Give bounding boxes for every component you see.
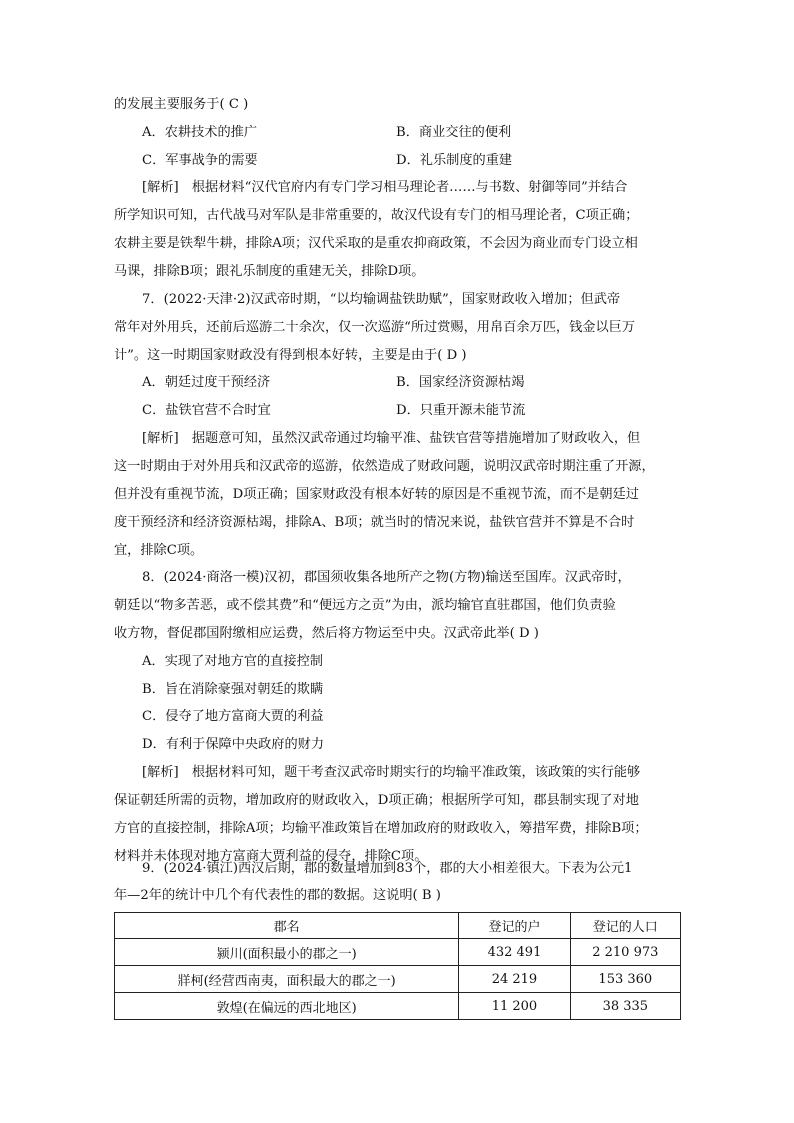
- q8-option-a: A．实现了对地方官的直接控制: [142, 654, 323, 669]
- table-header-cell: 郡名: [115, 913, 459, 939]
- table-header-cell: 登记的人口: [570, 913, 680, 939]
- table-cell: 153 360: [570, 966, 680, 993]
- statistics-table: [114, 912, 681, 1020]
- q6-option-a: A．农耕技术的推广: [142, 125, 258, 140]
- q8-option-d: D．有利于保障中央政府的财力: [142, 737, 325, 752]
- q7-stem-line: 常年对外用兵，还前后巡游二十余次，仅一次巡游“所过赏赐，用帛百余万匹，钱金以巨万: [114, 320, 636, 335]
- table-cell: 敦煌(在偏远的西北地区): [115, 993, 459, 1020]
- q6-analysis-line: 马课，排除B项；跟礼乐制度的重建无关，排除D项。: [114, 264, 425, 279]
- q7-analysis-line: 宜，排除C项。: [114, 543, 204, 558]
- q6-stem-tail: 的发展主要服务于( C ): [114, 97, 249, 112]
- q7-option-a: A．朝廷过度干预经济: [142, 375, 271, 390]
- q7-option-d: D．只重开源未能节流: [396, 403, 526, 418]
- q7-analysis-line: 度干预经济和经济资源枯竭，排除A、B项；就当时的情况来说，盐铁官营并不算是不合时: [114, 515, 635, 530]
- q7-option-c: C．盐铁官营不合时宜: [142, 403, 271, 418]
- q6-analysis-line: [解析] 根据材料“汉代官府内有专门学习相马理论者……与书数、射御等同”并结合: [142, 180, 628, 195]
- q6-analysis-line: 农耕主要是铁犁牛耕，排除A项；汉代采取的是重农抑商政策，不会因为商业而专门设立相: [114, 236, 638, 251]
- q7-stem-line: 计”。这一时期国家财政没有得到根本好转，主要是由于( D ): [114, 348, 467, 363]
- q7-analysis-line: 但并没有重视节流，D项正确；国家财政没有根本好转的原因是不重视节流，而不是朝廷过: [114, 487, 639, 502]
- q6-analysis-line: 所学知识可知，古代战马对军队是非常重要的，故汉代设有专门的相马理论者，C项正确；: [114, 208, 639, 223]
- q7-analysis-line: 这一时期由于对外用兵和汉武帝的巡游，依然造成了财政问题，说明汉武帝时期注重了开源，: [114, 459, 655, 474]
- q9-stem-line: 9．(2024·镇江)西汉后期，郡的数量增加到83个，郡的大小相差很大。下表为公元1: [142, 861, 633, 876]
- q6-option-c: C．军事战争的需要: [142, 153, 258, 168]
- q8-analysis-line: [解析] 根据材料可知，题干考查汉武帝时期实行的均输平准政策，该政策的实行能够: [142, 765, 641, 780]
- q7-stem-line: 7．(2022·天津·2)汉武帝时期，“以均输调盐铁助赋”，国家财政收入增加；但武帝: [142, 292, 621, 307]
- q8-analysis-line: 方官的直接控制，排除A项；均输平准政策旨在增加政府的财政收入，筹措军费，排除B项；: [114, 821, 648, 836]
- q7-analysis-line: [解析] 据题意可知，虽然汉武帝通过均输平准、盐铁官营等措施增加了财政收入，但: [142, 431, 641, 446]
- table-cell: 24 219: [459, 966, 570, 993]
- q8-stem-line: 8．(2024·商洛一模)汉初，郡国须收集各地所产之物(方物)输送至国库。汉武帝时，: [142, 570, 631, 585]
- table-header-cell: 登记的户: [459, 913, 570, 939]
- q8-option-c: C．侵夺了地方富商大贾的利益: [142, 709, 324, 724]
- q6-option-d: D．礼乐制度的重建: [396, 153, 513, 168]
- q6-option-b: B．商业交往的便利: [396, 125, 512, 140]
- q8-stem-line: 朝廷以“物多苦恶，或不偿其费”和“便远方之贡”为由，派均输官直驻郡国，他们负责验: [114, 598, 616, 613]
- table-cell: 432 491: [459, 939, 570, 966]
- table-cell: 颍川(面积最小的郡之一): [115, 939, 459, 966]
- table-row: [115, 993, 681, 1020]
- table-cell: 11 200: [459, 993, 570, 1020]
- q8-option-b: B．旨在消除豪强对朝廷的欺瞒: [142, 682, 324, 697]
- table-row: [115, 966, 681, 993]
- q8-analysis-line: 保证朝廷所需的贡物，增加政府的财政收入，D项正确；根据所学可知，郡县制实现了对地: [114, 793, 639, 808]
- q7-option-b: B．国家经济资源枯竭: [396, 375, 525, 390]
- table-header-row: [115, 913, 681, 939]
- table-cell: 牂柯(经营西南夷，面积最大的郡之一): [115, 966, 459, 993]
- q8-stem-line: 收方物，督促郡国附缴相应运费，然后将方物运至中央。汉武帝此举( D ): [114, 626, 539, 641]
- q9-stem-line: 年—2年的统计中几个有代表性的郡的数据。这说明( B ): [114, 888, 441, 903]
- table-row: [115, 939, 681, 966]
- table-cell: 2 210 973: [570, 939, 680, 966]
- table-cell: 38 335: [570, 993, 680, 1020]
- q8-analysis-line: 材料并未体现对地方富商大贾利益的侵夺，排除C项。: [114, 849, 428, 864]
